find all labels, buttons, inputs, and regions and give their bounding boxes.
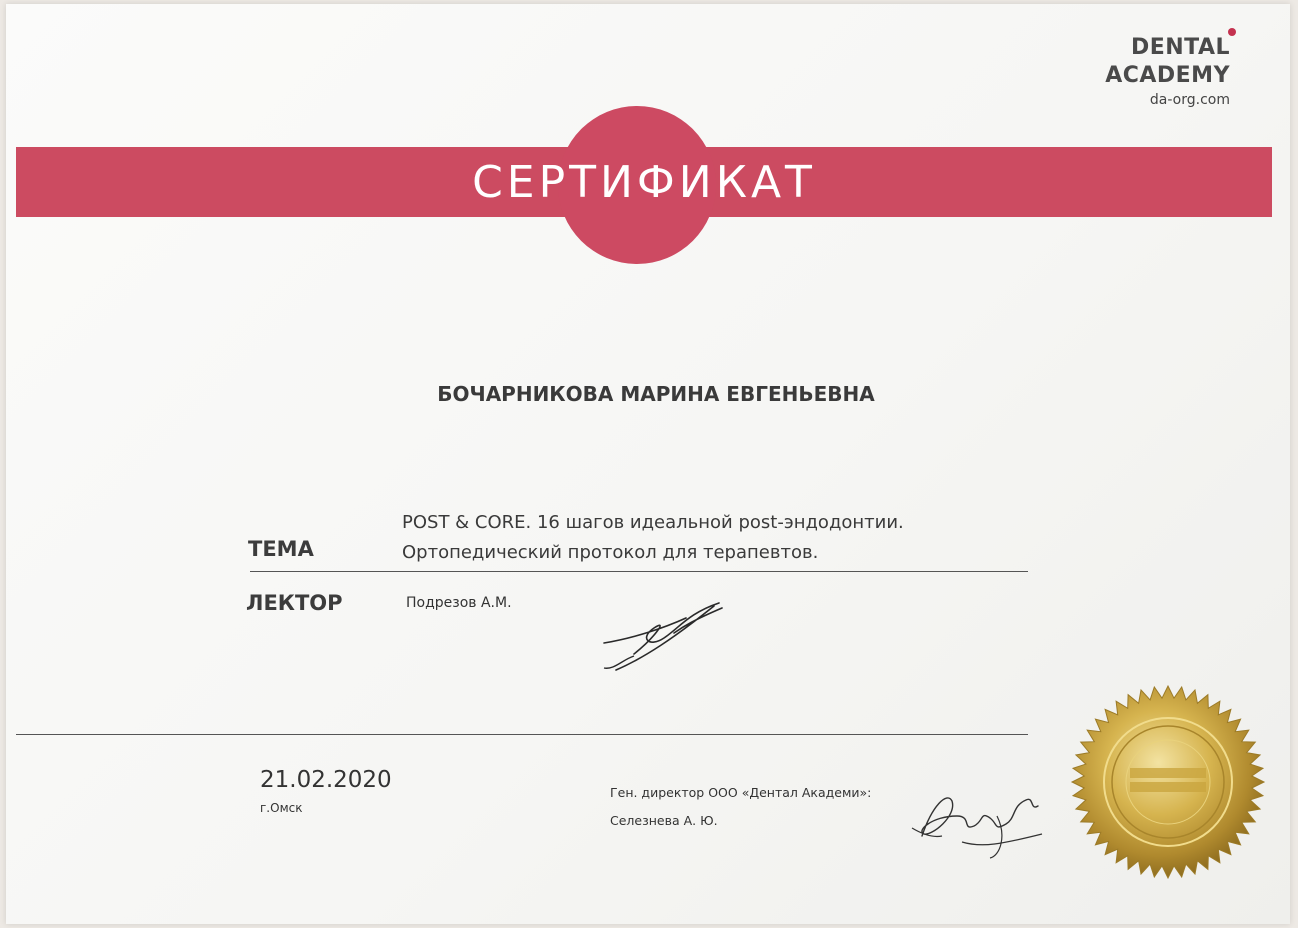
logo-line-2: ACADEMY — [1105, 63, 1230, 88]
lecturer-name: Подрезов А.М. — [406, 595, 512, 611]
logo-line-1: DENTAL — [1130, 35, 1230, 60]
logo-dot — [1228, 28, 1236, 36]
topic-divider — [250, 571, 1028, 572]
director-title: Ген. директор ООО «Дентал Академи»: — [610, 785, 872, 800]
bottom-divider — [16, 734, 1028, 735]
lecturer-signature — [594, 598, 734, 678]
certificate-sheet — [6, 4, 1290, 924]
lecturer-label: ЛЕКТОР — [246, 591, 343, 615]
topic-text — [402, 508, 904, 568]
director-signature — [902, 776, 1052, 866]
gold-seal — [1068, 682, 1268, 882]
topic-line-1: POST & CORE. 16 шагов идеальной post-эндодонтии. — [402, 512, 904, 533]
topic-label: ТЕМА — [248, 537, 314, 561]
topic-line-2: Ортопедический протокол для терапевтов. — [402, 542, 819, 563]
issue-date: 21.02.2020 — [260, 767, 392, 793]
logo-url: da-org.com — [1149, 92, 1230, 108]
dental-academy-logo — [1105, 34, 1230, 108]
director-name: Селезнева А. Ю. — [610, 813, 718, 828]
issue-city: г.Омск — [260, 801, 303, 815]
recipient-name: БОЧАРНИКОВА МАРИНА ЕВГЕНЬЕВНА — [437, 382, 875, 406]
certificate-title: СЕРТИФИКАТ — [472, 156, 816, 208]
